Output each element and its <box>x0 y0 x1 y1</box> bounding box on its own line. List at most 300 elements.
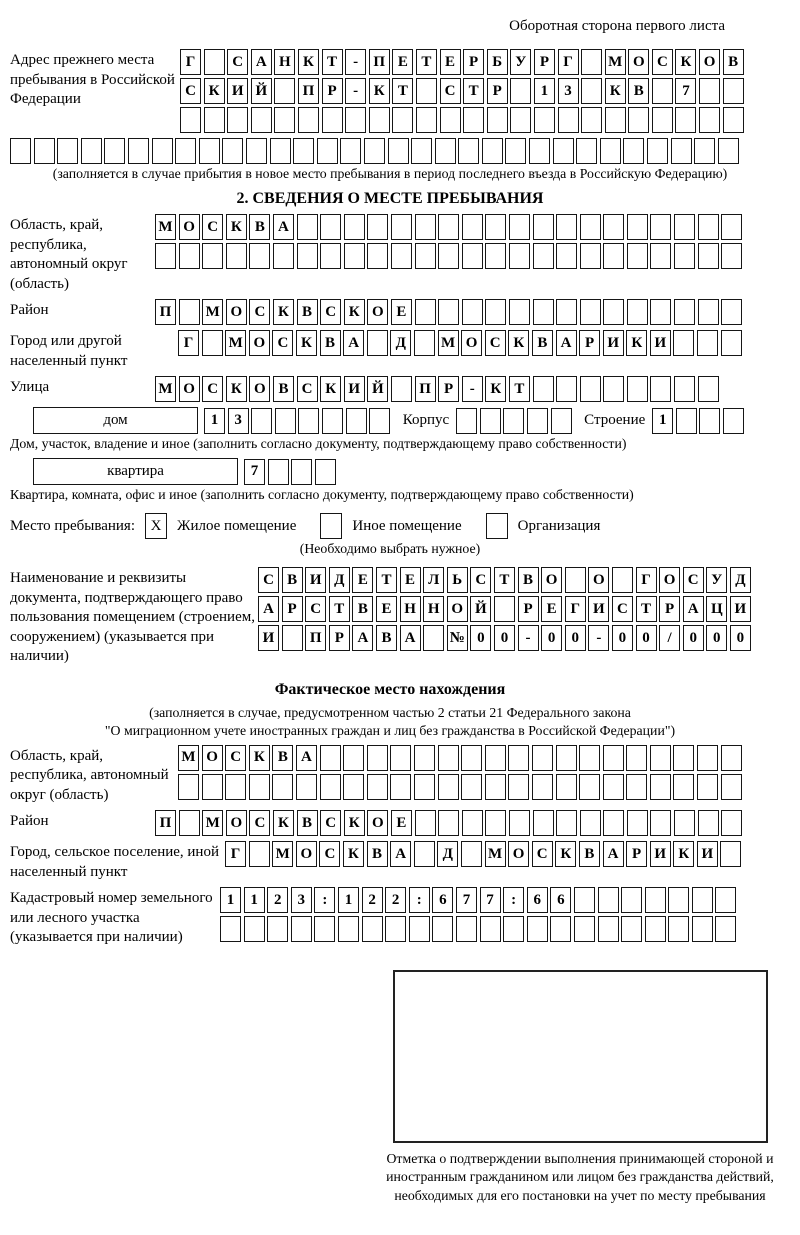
char-cell[interactable]: 0 <box>470 625 491 651</box>
char-cell[interactable] <box>509 243 530 269</box>
char-cell[interactable]: Т <box>322 49 343 75</box>
char-cell[interactable]: Н <box>274 49 295 75</box>
char-cell[interactable] <box>650 376 671 402</box>
char-cell[interactable]: К <box>226 376 247 402</box>
char-cell[interactable]: К <box>555 841 576 867</box>
char-cell[interactable] <box>81 138 102 164</box>
char-cell[interactable] <box>291 459 312 485</box>
char-cell[interactable] <box>362 916 383 942</box>
char-cell[interactable]: 1 <box>204 408 225 434</box>
char-cell[interactable]: И <box>650 330 671 356</box>
char-cell[interactable] <box>674 299 695 325</box>
char-cell[interactable] <box>435 138 456 164</box>
char-cell[interactable]: О <box>541 567 562 593</box>
char-cell[interactable] <box>603 810 624 836</box>
char-cell[interactable] <box>533 810 554 836</box>
char-cell[interactable] <box>715 887 736 913</box>
char-cell[interactable] <box>579 745 600 771</box>
char-cell[interactable]: - <box>345 49 366 75</box>
char-cell[interactable] <box>220 916 241 942</box>
char-cell[interactable] <box>626 745 647 771</box>
char-cell[interactable] <box>533 376 554 402</box>
char-cell[interactable]: 0 <box>565 625 586 651</box>
char-cell[interactable]: 3 <box>228 408 249 434</box>
char-cell[interactable] <box>225 774 246 800</box>
char-cell[interactable] <box>297 243 318 269</box>
char-cell[interactable]: Г <box>178 330 199 356</box>
char-cell[interactable] <box>721 214 742 240</box>
char-cell[interactable]: О <box>367 299 388 325</box>
char-cell[interactable] <box>715 916 736 942</box>
char-cell[interactable]: Г <box>565 596 586 622</box>
char-cell[interactable] <box>274 78 295 104</box>
char-cell[interactable] <box>699 107 720 133</box>
char-cell[interactable]: Р <box>518 596 539 622</box>
char-cell[interactable]: И <box>603 330 624 356</box>
char-cell[interactable]: И <box>650 841 671 867</box>
char-cell[interactable] <box>179 243 200 269</box>
char-cell[interactable]: С <box>180 78 201 104</box>
char-cell[interactable] <box>320 745 341 771</box>
char-cell[interactable] <box>558 107 579 133</box>
char-cell[interactable] <box>487 107 508 133</box>
char-cell[interactable] <box>346 408 367 434</box>
char-cell[interactable]: В <box>297 810 318 836</box>
char-cell[interactable]: М <box>485 841 506 867</box>
char-cell[interactable] <box>652 107 673 133</box>
char-cell[interactable]: В <box>297 299 318 325</box>
char-cell[interactable]: 6 <box>527 887 548 913</box>
char-cell[interactable]: К <box>485 376 506 402</box>
char-cell[interactable] <box>298 107 319 133</box>
char-cell[interactable] <box>580 299 601 325</box>
char-cell[interactable]: Е <box>391 299 412 325</box>
char-cell[interactable] <box>461 745 482 771</box>
char-cell[interactable] <box>438 299 459 325</box>
char-cell[interactable] <box>509 810 530 836</box>
char-cell[interactable] <box>600 138 621 164</box>
char-cell[interactable] <box>175 138 196 164</box>
char-cell[interactable]: О <box>179 214 200 240</box>
char-cell[interactable] <box>574 887 595 913</box>
char-cell[interactable]: 0 <box>541 625 562 651</box>
char-cell[interactable] <box>580 810 601 836</box>
char-cell[interactable]: А <box>258 596 279 622</box>
char-cell[interactable] <box>438 745 459 771</box>
char-cell[interactable] <box>345 107 366 133</box>
char-cell[interactable]: В <box>273 376 294 402</box>
char-cell[interactable] <box>344 243 365 269</box>
char-cell[interactable] <box>343 745 364 771</box>
char-cell[interactable] <box>482 138 503 164</box>
char-cell[interactable] <box>438 810 459 836</box>
char-cell[interactable] <box>721 243 742 269</box>
char-cell[interactable] <box>699 78 720 104</box>
char-cell[interactable]: В <box>579 841 600 867</box>
char-cell[interactable]: С <box>320 299 341 325</box>
char-cell[interactable]: - <box>518 625 539 651</box>
char-cell[interactable] <box>692 916 713 942</box>
char-cell[interactable]: 0 <box>636 625 657 651</box>
char-cell[interactable] <box>612 567 633 593</box>
char-cell[interactable] <box>388 138 409 164</box>
char-cell[interactable] <box>494 596 515 622</box>
char-cell[interactable]: А <box>400 625 421 651</box>
char-cell[interactable] <box>603 745 624 771</box>
char-cell[interactable]: Е <box>541 596 562 622</box>
char-cell[interactable]: Е <box>400 567 421 593</box>
char-cell[interactable] <box>718 138 739 164</box>
char-cell[interactable]: О <box>179 376 200 402</box>
char-cell[interactable]: В <box>249 214 270 240</box>
char-cell[interactable] <box>179 810 200 836</box>
char-cell[interactable]: К <box>605 78 626 104</box>
char-cell[interactable]: Т <box>329 596 350 622</box>
char-cell[interactable]: Р <box>659 596 680 622</box>
char-cell[interactable]: - <box>588 625 609 651</box>
char-cell[interactable] <box>627 376 648 402</box>
char-cell[interactable] <box>627 810 648 836</box>
char-cell[interactable]: А <box>273 214 294 240</box>
char-cell[interactable] <box>320 214 341 240</box>
char-cell[interactable] <box>580 376 601 402</box>
char-cell[interactable] <box>415 810 436 836</box>
char-cell[interactable] <box>458 138 479 164</box>
char-cell[interactable] <box>485 243 506 269</box>
char-cell[interactable]: Р <box>463 49 484 75</box>
char-cell[interactable] <box>650 774 671 800</box>
char-cell[interactable]: Ц <box>706 596 727 622</box>
char-cell[interactable]: О <box>249 376 270 402</box>
char-cell[interactable] <box>581 107 602 133</box>
char-cell[interactable]: 0 <box>612 625 633 651</box>
char-cell[interactable]: К <box>626 330 647 356</box>
char-cell[interactable]: Р <box>534 49 555 75</box>
char-cell[interactable]: 2 <box>362 887 383 913</box>
char-cell[interactable] <box>10 138 31 164</box>
char-cell[interactable]: С <box>320 810 341 836</box>
char-cell[interactable] <box>438 243 459 269</box>
char-cell[interactable] <box>627 299 648 325</box>
char-cell[interactable] <box>249 774 270 800</box>
char-cell[interactable]: О <box>588 567 609 593</box>
char-cell[interactable] <box>367 774 388 800</box>
char-cell[interactable] <box>202 243 223 269</box>
char-cell[interactable]: П <box>155 299 176 325</box>
char-cell[interactable]: А <box>556 330 577 356</box>
char-cell[interactable]: С <box>258 567 279 593</box>
char-cell[interactable]: П <box>415 376 436 402</box>
char-cell[interactable] <box>650 299 671 325</box>
char-cell[interactable] <box>645 916 666 942</box>
char-cell[interactable] <box>249 243 270 269</box>
char-cell[interactable] <box>627 243 648 269</box>
char-cell[interactable] <box>697 745 718 771</box>
char-cell[interactable]: С <box>225 745 246 771</box>
char-cell[interactable] <box>462 214 483 240</box>
char-cell[interactable] <box>533 299 554 325</box>
char-cell[interactable] <box>565 567 586 593</box>
char-cell[interactable] <box>532 745 553 771</box>
char-cell[interactable]: О <box>447 596 468 622</box>
char-cell[interactable] <box>282 625 303 651</box>
char-cell[interactable]: В <box>532 330 553 356</box>
char-cell[interactable] <box>296 774 317 800</box>
char-cell[interactable] <box>628 107 649 133</box>
char-cell[interactable]: О <box>226 299 247 325</box>
char-cell[interactable] <box>480 916 501 942</box>
char-cell[interactable] <box>579 774 600 800</box>
char-cell[interactable]: С <box>202 376 223 402</box>
char-cell[interactable] <box>322 408 343 434</box>
char-cell[interactable] <box>673 774 694 800</box>
char-cell[interactable] <box>650 214 671 240</box>
char-cell[interactable]: 1 <box>338 887 359 913</box>
char-cell[interactable]: И <box>258 625 279 651</box>
char-cell[interactable] <box>391 214 412 240</box>
char-cell[interactable] <box>275 408 296 434</box>
char-cell[interactable]: М <box>438 330 459 356</box>
char-cell[interactable] <box>581 78 602 104</box>
char-cell[interactable] <box>128 138 149 164</box>
char-cell[interactable] <box>673 745 694 771</box>
char-cell[interactable]: / <box>659 625 680 651</box>
char-cell[interactable] <box>527 408 548 434</box>
char-cell[interactable] <box>440 107 461 133</box>
char-cell[interactable]: С <box>532 841 553 867</box>
char-cell[interactable]: П <box>305 625 326 651</box>
char-cell[interactable] <box>675 107 696 133</box>
char-cell[interactable]: С <box>319 841 340 867</box>
char-cell[interactable] <box>676 408 697 434</box>
char-cell[interactable] <box>391 376 412 402</box>
char-cell[interactable] <box>367 243 388 269</box>
char-cell[interactable]: И <box>697 841 718 867</box>
char-cell[interactable] <box>652 78 673 104</box>
char-cell[interactable]: С <box>297 376 318 402</box>
char-cell[interactable]: Е <box>376 596 397 622</box>
char-cell[interactable]: Р <box>282 596 303 622</box>
char-cell[interactable] <box>367 214 388 240</box>
char-cell[interactable] <box>369 408 390 434</box>
char-cell[interactable]: В <box>320 330 341 356</box>
char-cell[interactable]: О <box>226 810 247 836</box>
char-cell[interactable]: 1 <box>220 887 241 913</box>
char-cell[interactable] <box>226 243 247 269</box>
char-cell[interactable]: С <box>612 596 633 622</box>
char-cell[interactable] <box>202 774 223 800</box>
char-cell[interactable]: К <box>344 299 365 325</box>
char-cell[interactable]: С <box>683 567 704 593</box>
char-cell[interactable]: М <box>202 810 223 836</box>
char-cell[interactable] <box>485 214 506 240</box>
stay-type-checkbox-other-premises[interactable] <box>320 513 342 539</box>
char-cell[interactable]: Д <box>329 567 350 593</box>
char-cell[interactable]: У <box>510 49 531 75</box>
char-cell[interactable]: К <box>343 841 364 867</box>
char-cell[interactable] <box>338 916 359 942</box>
char-cell[interactable] <box>529 138 550 164</box>
char-cell[interactable] <box>556 299 577 325</box>
char-cell[interactable]: 3 <box>291 887 312 913</box>
char-cell[interactable] <box>180 107 201 133</box>
char-cell[interactable] <box>603 774 624 800</box>
char-cell[interactable] <box>605 107 626 133</box>
stay-type-checkbox-residential[interactable]: X <box>145 513 167 539</box>
char-cell[interactable] <box>416 78 437 104</box>
char-cell[interactable] <box>317 138 338 164</box>
char-cell[interactable]: К <box>298 49 319 75</box>
char-cell[interactable] <box>416 107 437 133</box>
char-cell[interactable] <box>598 887 619 913</box>
char-cell[interactable]: И <box>344 376 365 402</box>
char-cell[interactable]: К <box>369 78 390 104</box>
char-cell[interactable] <box>534 107 555 133</box>
char-cell[interactable] <box>580 214 601 240</box>
char-cell[interactable] <box>673 330 694 356</box>
char-cell[interactable] <box>721 745 742 771</box>
char-cell[interactable]: 7 <box>244 459 265 485</box>
char-cell[interactable]: К <box>204 78 225 104</box>
char-cell[interactable] <box>344 214 365 240</box>
char-cell[interactable]: Г <box>636 567 657 593</box>
char-cell[interactable]: А <box>683 596 704 622</box>
char-cell[interactable] <box>721 330 742 356</box>
char-cell[interactable]: И <box>305 567 326 593</box>
char-cell[interactable]: Д <box>437 841 458 867</box>
char-cell[interactable]: 1 <box>652 408 673 434</box>
char-cell[interactable] <box>723 408 744 434</box>
char-cell[interactable]: 3 <box>558 78 579 104</box>
char-cell[interactable] <box>556 774 577 800</box>
char-cell[interactable] <box>315 459 336 485</box>
char-cell[interactable] <box>603 243 624 269</box>
char-cell[interactable] <box>227 107 248 133</box>
char-cell[interactable] <box>414 330 435 356</box>
char-cell[interactable] <box>414 774 435 800</box>
char-cell[interactable] <box>626 774 647 800</box>
char-cell[interactable] <box>645 887 666 913</box>
char-cell[interactable] <box>533 243 554 269</box>
char-cell[interactable] <box>414 745 435 771</box>
char-cell[interactable] <box>392 107 413 133</box>
char-cell[interactable] <box>574 916 595 942</box>
char-cell[interactable]: Е <box>392 49 413 75</box>
char-cell[interactable]: - <box>462 376 483 402</box>
char-cell[interactable]: 7 <box>480 887 501 913</box>
char-cell[interactable]: А <box>343 330 364 356</box>
char-cell[interactable]: М <box>178 745 199 771</box>
char-cell[interactable]: С <box>305 596 326 622</box>
char-cell[interactable] <box>246 138 267 164</box>
char-cell[interactable] <box>293 138 314 164</box>
char-cell[interactable]: Е <box>440 49 461 75</box>
char-cell[interactable] <box>274 107 295 133</box>
char-cell[interactable] <box>322 107 343 133</box>
char-cell[interactable] <box>251 408 272 434</box>
char-cell[interactable] <box>621 887 642 913</box>
char-cell[interactable] <box>179 299 200 325</box>
char-cell[interactable]: Т <box>494 567 515 593</box>
char-cell[interactable] <box>414 841 435 867</box>
char-cell[interactable] <box>423 625 444 651</box>
char-cell[interactable] <box>694 138 715 164</box>
char-cell[interactable]: : <box>314 887 335 913</box>
char-cell[interactable]: Р <box>487 78 508 104</box>
char-cell[interactable] <box>533 214 554 240</box>
char-cell[interactable] <box>674 376 695 402</box>
char-cell[interactable] <box>650 243 671 269</box>
char-cell[interactable] <box>104 138 125 164</box>
char-cell[interactable]: Й <box>251 78 272 104</box>
char-cell[interactable]: Т <box>392 78 413 104</box>
char-cell[interactable] <box>485 299 506 325</box>
char-cell[interactable]: И <box>227 78 248 104</box>
char-cell[interactable]: Г <box>225 841 246 867</box>
char-cell[interactable] <box>367 745 388 771</box>
char-cell[interactable]: 7 <box>456 887 477 913</box>
char-cell[interactable]: 6 <box>432 887 453 913</box>
char-cell[interactable]: Р <box>322 78 343 104</box>
char-cell[interactable]: В <box>282 567 303 593</box>
char-cell[interactable] <box>510 107 531 133</box>
char-cell[interactable]: Т <box>509 376 530 402</box>
char-cell[interactable] <box>364 138 385 164</box>
char-cell[interactable]: Т <box>376 567 397 593</box>
char-cell[interactable] <box>553 138 574 164</box>
char-cell[interactable] <box>721 774 742 800</box>
char-cell[interactable] <box>415 299 436 325</box>
char-cell[interactable]: К <box>249 745 270 771</box>
char-cell[interactable]: В <box>352 596 373 622</box>
char-cell[interactable]: 2 <box>385 887 406 913</box>
char-cell[interactable]: А <box>251 49 272 75</box>
char-cell[interactable] <box>249 841 270 867</box>
char-cell[interactable] <box>603 214 624 240</box>
char-cell[interactable]: Т <box>463 78 484 104</box>
char-cell[interactable]: В <box>518 567 539 593</box>
char-cell[interactable] <box>674 243 695 269</box>
char-cell[interactable] <box>463 107 484 133</box>
char-cell[interactable] <box>291 916 312 942</box>
char-cell[interactable] <box>485 774 506 800</box>
char-cell[interactable] <box>369 107 390 133</box>
char-cell[interactable] <box>438 774 459 800</box>
char-cell[interactable]: А <box>603 841 624 867</box>
char-cell[interactable] <box>480 408 501 434</box>
char-cell[interactable]: В <box>628 78 649 104</box>
char-cell[interactable] <box>462 299 483 325</box>
char-cell[interactable] <box>222 138 243 164</box>
char-cell[interactable] <box>178 774 199 800</box>
char-cell[interactable] <box>485 810 506 836</box>
char-cell[interactable] <box>697 330 718 356</box>
char-cell[interactable] <box>202 330 223 356</box>
char-cell[interactable] <box>556 376 577 402</box>
char-cell[interactable]: М <box>272 841 293 867</box>
char-cell[interactable] <box>698 810 719 836</box>
char-cell[interactable] <box>603 299 624 325</box>
char-cell[interactable]: М <box>155 376 176 402</box>
char-cell[interactable]: К <box>673 841 694 867</box>
char-cell[interactable]: Д <box>730 567 751 593</box>
char-cell[interactable]: П <box>369 49 390 75</box>
char-cell[interactable] <box>723 78 744 104</box>
char-cell[interactable]: С <box>470 567 491 593</box>
char-cell[interactable] <box>385 916 406 942</box>
char-cell[interactable] <box>623 138 644 164</box>
char-cell[interactable] <box>297 214 318 240</box>
